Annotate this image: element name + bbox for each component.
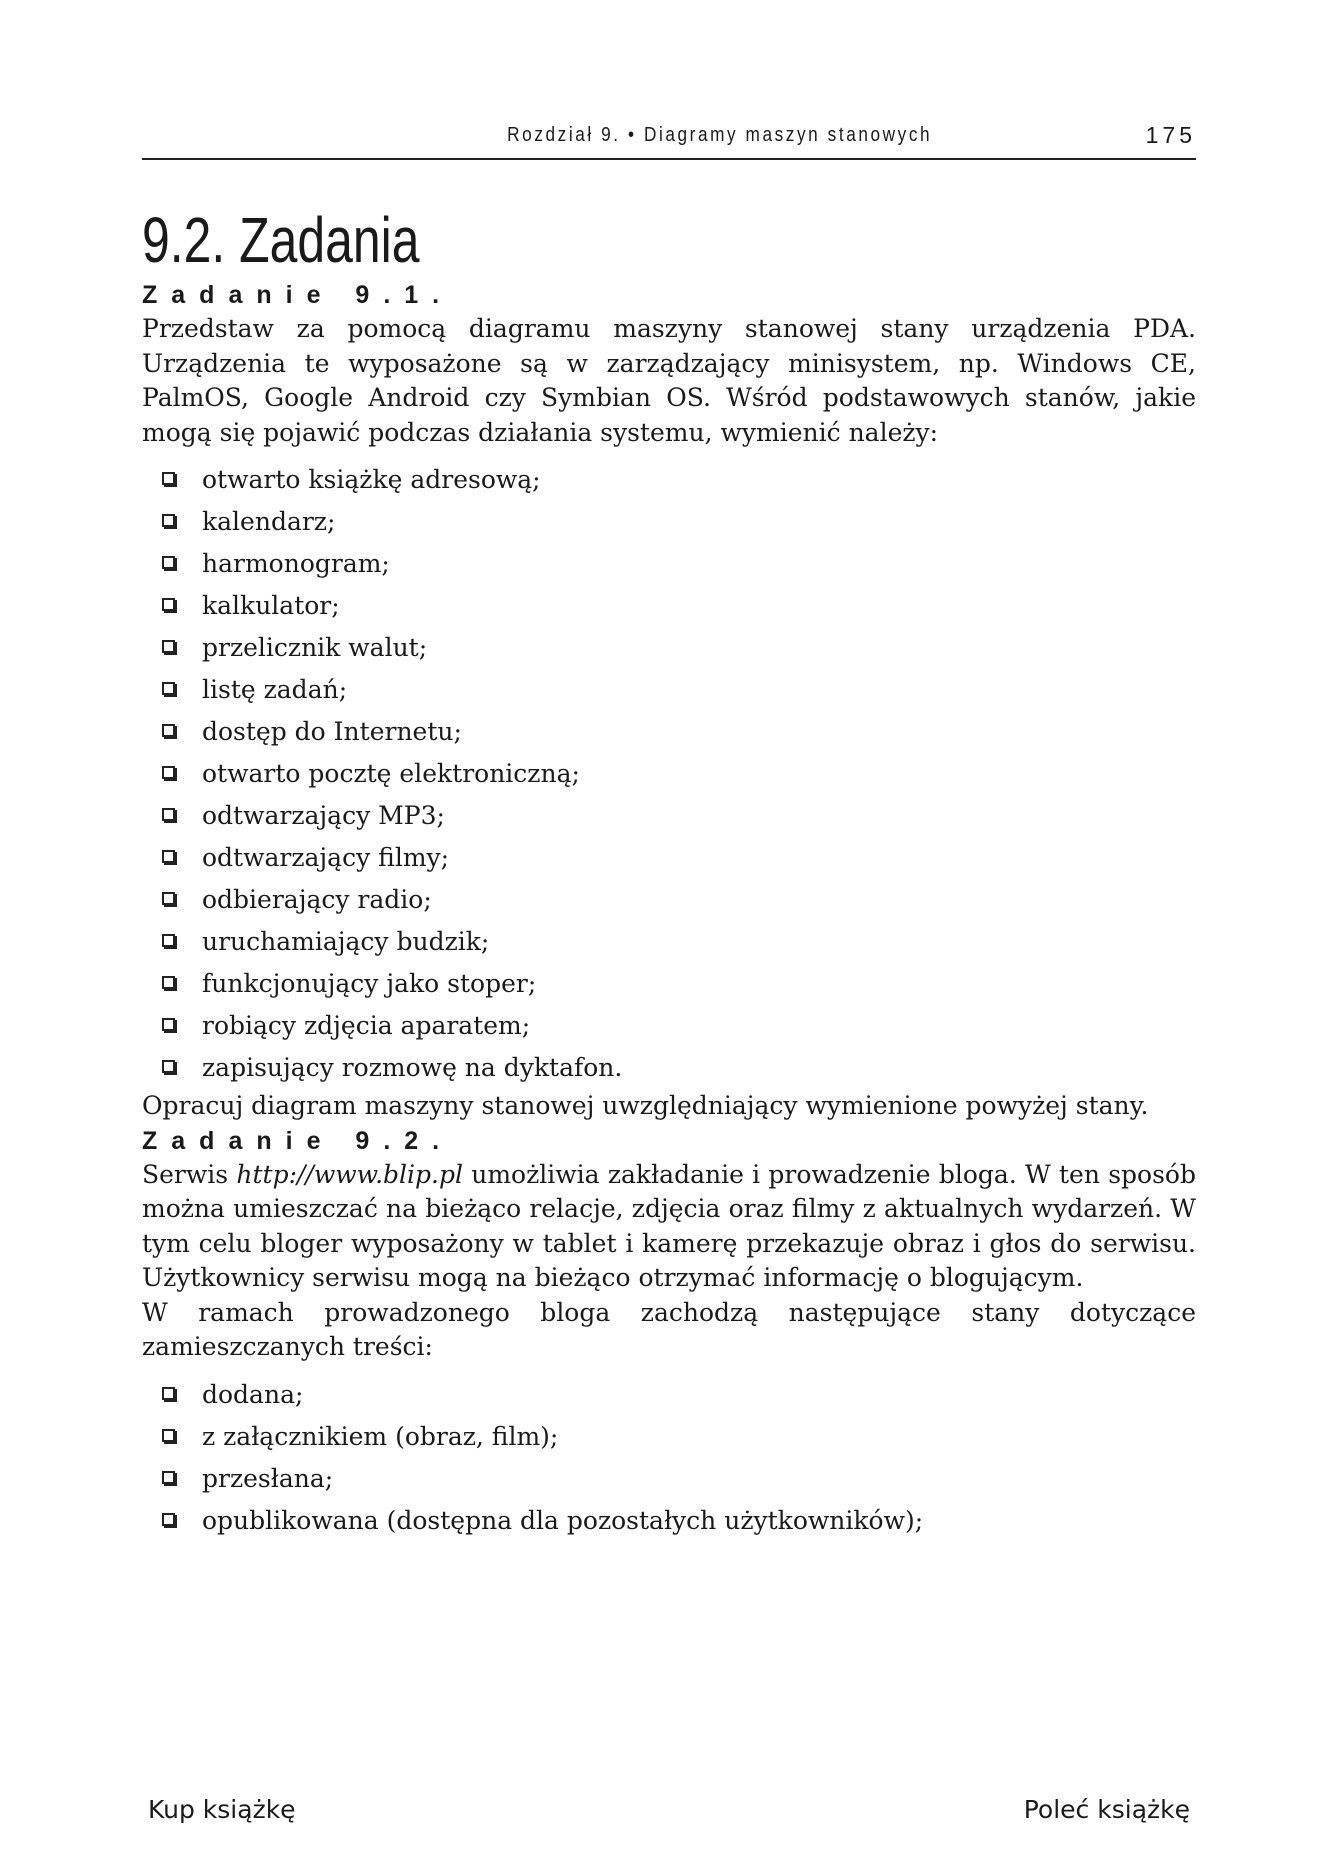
recommend-book-link[interactable]: Poleć książkę xyxy=(1023,1795,1190,1824)
checkbox-bullet-icon xyxy=(162,724,175,737)
task-9-1-list xyxy=(142,459,1196,1089)
checkbox-bullet-icon xyxy=(162,556,175,569)
list-item-text: odbierający radio; xyxy=(202,885,432,914)
list-item-text: zapisujący rozmowę na dyktafon. xyxy=(202,1053,623,1082)
checkbox-bullet-icon xyxy=(162,598,175,611)
list-item-text: listę zadań; xyxy=(202,675,348,704)
list-item xyxy=(142,795,1196,837)
checkbox-bullet-icon xyxy=(162,850,175,863)
checkbox-bullet-icon xyxy=(162,472,175,485)
list-item-text: kalkulator; xyxy=(202,591,340,620)
buy-book-link[interactable]: Kup książkę xyxy=(148,1795,296,1824)
list-item xyxy=(142,1005,1196,1047)
task-9-1-title: Zadanie 9.1. xyxy=(142,281,454,309)
list-item xyxy=(142,1416,1196,1458)
list-item xyxy=(142,921,1196,963)
list-item-text: otwarto pocztę elektroniczną; xyxy=(202,759,580,788)
section-title: 9.2. Zadania xyxy=(142,204,420,276)
checkbox-bullet-icon xyxy=(162,1018,175,1031)
checkbox-bullet-icon xyxy=(162,766,175,779)
list-item-text: uruchamiający budzik; xyxy=(202,927,490,956)
task-9-1-outro: Opracuj diagram maszyny stanowej uwzględniający wymienione powyżej stany. xyxy=(142,1091,1149,1120)
page-content xyxy=(142,120,1196,1542)
list-item xyxy=(142,585,1196,627)
task-9-2-paragraph-2: W ramach prowadzonego bloga zachodzą następujące stany dotyczące zamieszczanych treści: xyxy=(142,1297,1196,1361)
checkbox-bullet-icon xyxy=(162,934,175,947)
checkbox-bullet-icon xyxy=(162,1513,175,1526)
list-item xyxy=(142,711,1196,753)
paragraph-text: Serwis xyxy=(142,1159,237,1189)
chapter-title: Rozdział 9. • Diagramy maszyn stanowych xyxy=(507,124,932,146)
checkbox-bullet-icon xyxy=(162,682,175,695)
checkbox-bullet-icon xyxy=(162,1387,175,1400)
list-item-text: odtwarzający filmy; xyxy=(202,843,450,872)
list-item xyxy=(142,963,1196,1005)
list-item xyxy=(142,1458,1196,1500)
list-item xyxy=(142,459,1196,501)
checkbox-bullet-icon xyxy=(162,514,175,527)
list-item-text: z załącznikiem (obraz, film); xyxy=(202,1421,559,1451)
list-item xyxy=(142,1500,1196,1542)
checkbox-bullet-icon xyxy=(162,976,175,989)
list-item-text: harmonogram; xyxy=(202,549,390,578)
checkbox-bullet-icon xyxy=(162,640,175,653)
task-9-2-paragraph-1 xyxy=(142,1158,1196,1296)
list-item-text: odtwarzający MP3; xyxy=(202,801,445,830)
list-item-text: opublikowana (dostępna dla pozostałych użytkowników); xyxy=(202,1505,924,1535)
list-item xyxy=(142,627,1196,669)
task-9-2-title: Zadanie 9.2. xyxy=(142,1126,454,1155)
checkbox-bullet-icon xyxy=(162,1060,175,1073)
list-item xyxy=(142,501,1196,543)
list-item xyxy=(142,1374,1196,1416)
task-9-1-intro: Przedstaw za pomocą diagramu maszyny stanowej stany urządzenia PDA. Urządzenia te wyposażone są w zarządzający minisystem, np. Windows CE, PalmOS, Google Android czy Symbian OS. Wśród podstawowych stanów, jakie mogą się pojawić podczas działania systemu, wymienić należy: xyxy=(142,314,1196,447)
blip-url: http://www.blip.pl xyxy=(236,1159,463,1189)
running-header xyxy=(142,120,1196,160)
list-item xyxy=(142,837,1196,879)
list-item-text: kalendarz; xyxy=(202,507,336,536)
page-number: 175 xyxy=(1145,122,1196,148)
list-item-text: dodana; xyxy=(202,1379,304,1409)
task-9-2-list xyxy=(142,1374,1196,1542)
list-item xyxy=(142,879,1196,921)
list-item-text: dostęp do Internetu; xyxy=(202,717,462,746)
checkbox-bullet-icon xyxy=(162,892,175,905)
list-item xyxy=(142,1047,1196,1089)
list-item-text: funkcjonujący jako stoper; xyxy=(202,969,537,998)
list-item-text: otwarto książkę adresową; xyxy=(202,465,541,494)
list-item xyxy=(142,543,1196,585)
list-item xyxy=(142,753,1196,795)
checkbox-bullet-icon xyxy=(162,1471,175,1484)
checkbox-bullet-icon xyxy=(162,1429,175,1442)
list-item-text: przelicznik walut; xyxy=(202,633,428,662)
paragraph-text: umożliwia zakładanie i prowadzenie bloga. W ten sposób można umieszczać na bieżąco relacje, zdjęcia oraz filmy z aktualnych wydarzeń. W tym celu bloger wyposażony w tablet i kamerę przekazuje obraz i głos do serwisu. Użytkownicy serwisu mogą na bieżąco otrzymać informację o blogującym. xyxy=(142,1159,1196,1292)
list-item xyxy=(142,669,1196,711)
checkbox-bullet-icon xyxy=(162,808,175,821)
list-item-text: robiący zdjęcia aparatem; xyxy=(202,1011,531,1040)
list-item-text: przesłana; xyxy=(202,1463,334,1493)
